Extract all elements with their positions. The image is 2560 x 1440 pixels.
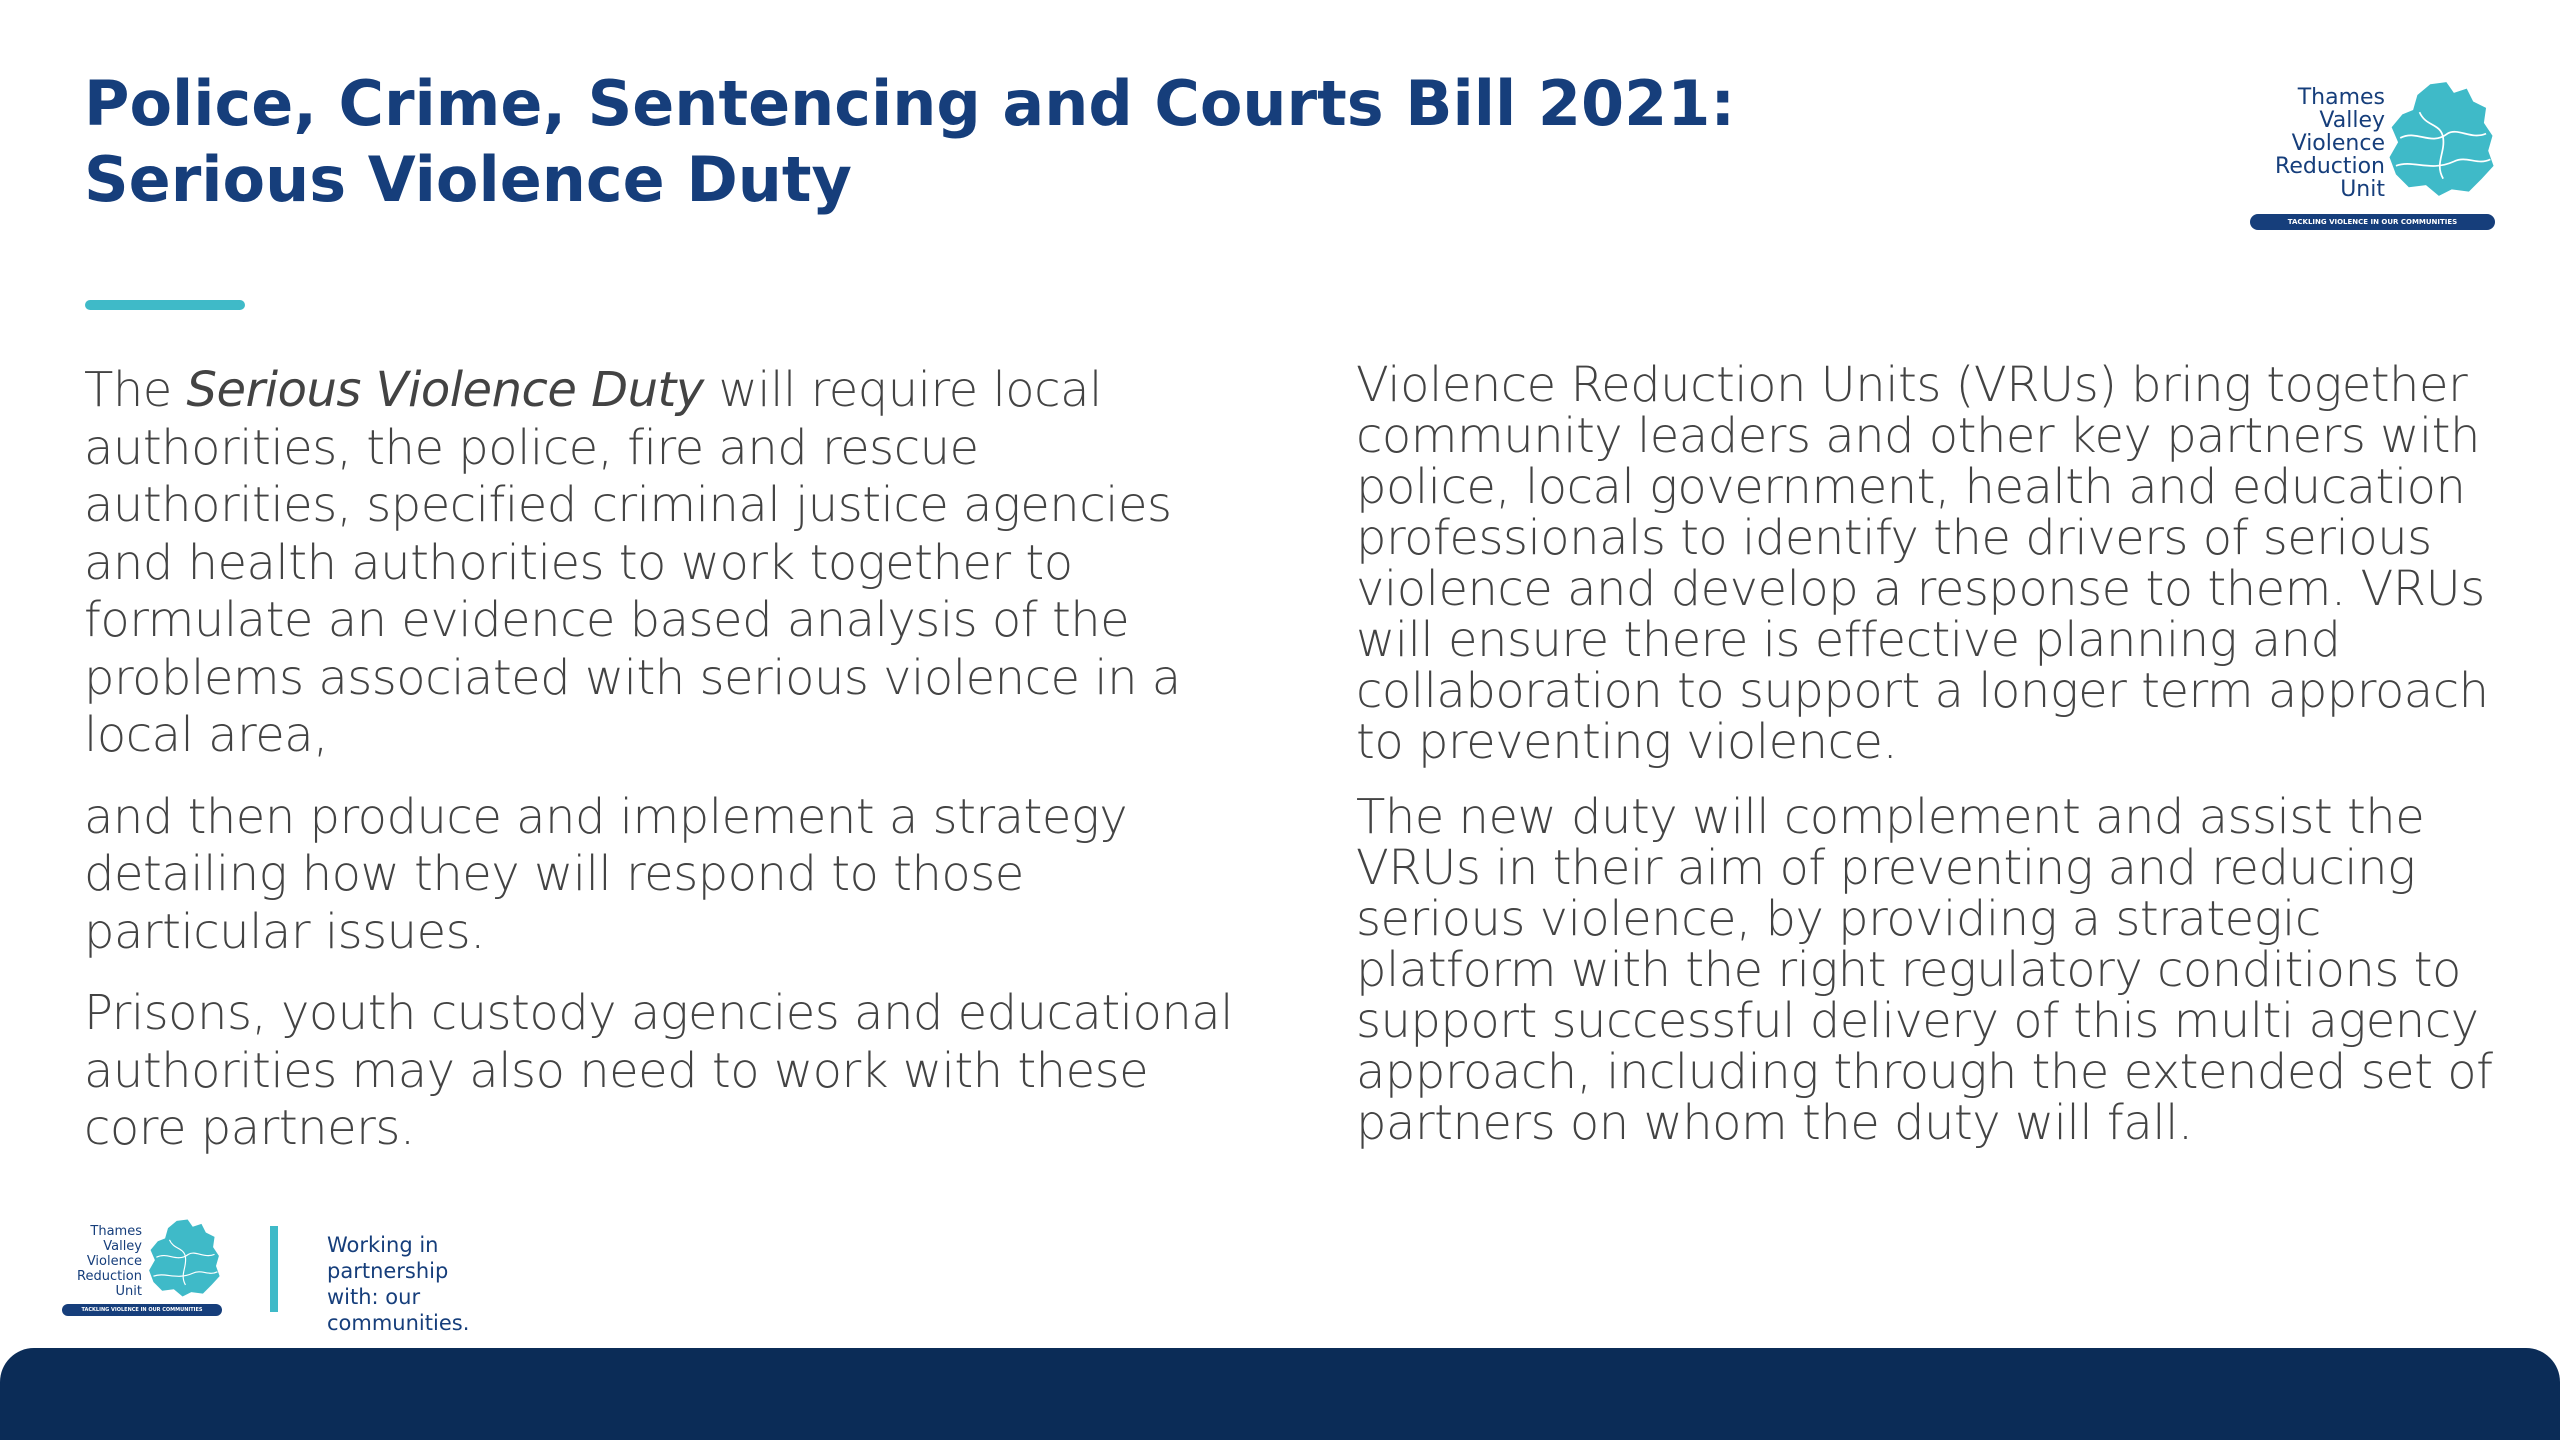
paragraph-new-duty: The new duty will complement and assist the VRUs in their aim of preventing and reducing serious violence, by providing a strategic platform with the right regulatory conditions to support successful delivery of this multi agency approach, including through the extended set of partners on whom the duty will fall. — [1356, 789, 2493, 1151]
slide-title-line-1: Police, Crime, Sentencing and Courts Bill 2021: — [84, 67, 1736, 140]
slide-title-line-2: Serious Violence Duty — [84, 143, 852, 216]
paragraph-strategy: and then produce and implement a strategy detailing how they will respond to those particular issues. — [84, 788, 1128, 960]
logo-word: Thames — [90, 1224, 142, 1239]
partnership-line: Working in — [327, 1233, 439, 1257]
vru-logo-small — [62, 1218, 222, 1316]
thames-valley-map-icon — [146, 1218, 222, 1298]
logo-word: Unit — [2340, 177, 2385, 202]
paragraph-vru-description: Violence Reduction Units (VRUs) bring together community leaders and other key partners with police, local government, health and education professionals to identify the drivers of serious violence and develop a response to them. VRUs will ensure there is effective planning and collaboration to support a longer term approach to preventing violence. — [1356, 357, 2489, 770]
partnership-line: with: our — [327, 1285, 421, 1309]
logo-word: Reduction — [77, 1269, 142, 1284]
emphasized-term: Serious Violence Duty — [186, 362, 704, 418]
logo-word: Violence — [2291, 131, 2385, 156]
logo-wordmark — [77, 1224, 142, 1299]
footer-bar — [0, 1348, 2560, 1440]
logo-word: Thames — [2297, 85, 2385, 110]
logo-tagline: TACKLING VIOLENCE IN OUR COMMUNITIES — [62, 1304, 222, 1316]
footer-divider — [270, 1226, 278, 1312]
logo-word: Violence — [86, 1254, 142, 1269]
logo-wordmark — [2275, 86, 2385, 201]
paragraph-text: will require local authorities, the police, fire and rescue authorities, specified criminal justice agencies and health authorities to work together to formulate an evidence based analysis of the problems associated with serious violence in a local area, — [84, 362, 1181, 763]
title-accent-line — [85, 300, 245, 310]
logo-word: Valley — [103, 1239, 142, 1254]
logo-tagline: TACKLING VIOLENCE IN OUR COMMUNITIES — [2250, 214, 2495, 230]
thames-valley-map-icon — [2387, 80, 2495, 198]
logo-word: Reduction — [2275, 154, 2385, 179]
right-text-column — [1356, 357, 2506, 1151]
paragraph-additional-partners: Prisons, youth custody agencies and educational authorities may also need to work with these core partners. — [84, 985, 1234, 1156]
left-text-column — [84, 362, 1234, 1158]
paragraph-text: The — [84, 362, 187, 418]
logo-word: Unit — [115, 1284, 142, 1299]
slide-title — [84, 66, 1984, 218]
logo-word: Valley — [2319, 108, 2385, 133]
vru-logo — [2250, 80, 2495, 230]
partnership-line: communities. — [327, 1311, 470, 1335]
partnership-statement — [327, 1232, 527, 1336]
partnership-line: partnership — [327, 1259, 449, 1283]
paragraph-duty-requirement — [84, 362, 1234, 765]
